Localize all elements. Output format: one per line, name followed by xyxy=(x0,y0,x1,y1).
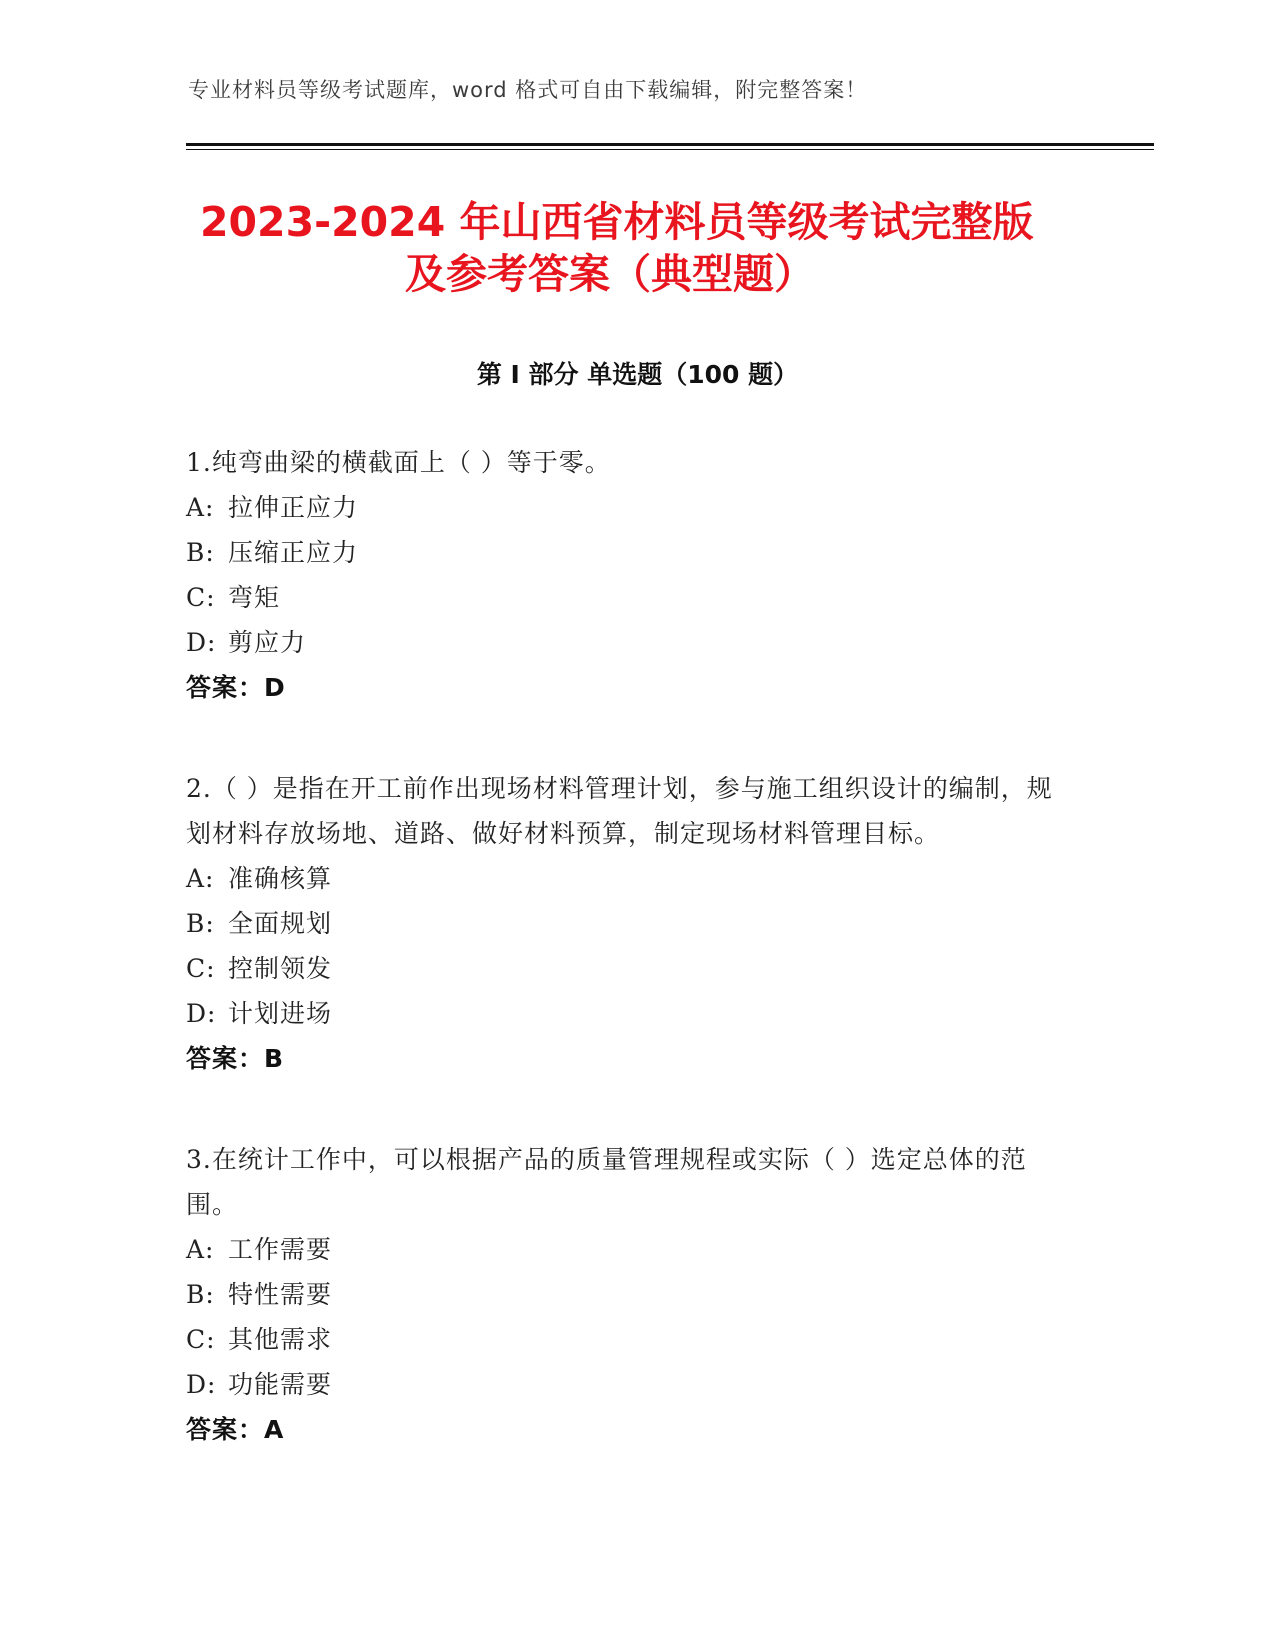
option-label: A: xyxy=(186,1235,215,1264)
option-label: D: xyxy=(186,1370,217,1399)
question-3 xyxy=(186,1137,1076,1452)
option-text: 剪应力 xyxy=(228,628,307,657)
option-label: C: xyxy=(186,1325,216,1354)
header-rule-thick xyxy=(186,143,1154,146)
answer: 答案：A xyxy=(186,1415,285,1444)
question-stem: 3.在统计工作中，可以根据产品的质量管理规程或实际（ ）选定总体的范围。 xyxy=(186,1145,1027,1219)
option-label: C: xyxy=(186,583,216,612)
title-line-1: 2023-2024 年山西省材料员等级考试完整版 xyxy=(200,198,1034,246)
option-a xyxy=(186,485,1076,530)
answer: 答案：B xyxy=(186,1044,285,1073)
option-label: C: xyxy=(186,954,216,983)
option-text: 工作需要 xyxy=(228,1235,333,1264)
option-text: 准确核算 xyxy=(228,864,333,893)
header-rule-thin xyxy=(186,149,1154,150)
question-list xyxy=(186,440,1076,1508)
option-label: B: xyxy=(186,538,215,567)
option-text: 计划进场 xyxy=(228,999,333,1028)
option-text: 控制领发 xyxy=(228,954,333,983)
option-d xyxy=(186,620,1076,665)
option-text: 全面规划 xyxy=(228,909,333,938)
option-label: A: xyxy=(186,493,215,522)
option-text: 弯矩 xyxy=(228,583,281,612)
header-note: 专业材料员等级考试题库，word 格式可自由下载编辑，附完整答案！ xyxy=(188,78,868,102)
option-c xyxy=(186,575,1076,620)
option-label: B: xyxy=(186,1280,215,1309)
question-2 xyxy=(186,766,1076,1081)
title-line-2: 及参考答案（典型题） xyxy=(405,250,815,298)
option-c xyxy=(186,946,1076,991)
answer: 答案：D xyxy=(186,673,286,702)
option-b xyxy=(186,901,1076,946)
option-text: 拉伸正应力 xyxy=(228,493,359,522)
option-label: D: xyxy=(186,628,217,657)
option-b xyxy=(186,530,1076,575)
option-text: 功能需要 xyxy=(228,1370,333,1399)
option-b xyxy=(186,1272,1076,1317)
option-label: D: xyxy=(186,999,217,1028)
option-d xyxy=(186,991,1076,1036)
question-stem: 2.（ ）是指在开工前作出现场材料管理计划，参与施工组织设计的编制，规划材料存放场地、道路、做好材料预算，制定现场材料管理目标。 xyxy=(186,774,1053,848)
document-title xyxy=(200,196,1100,300)
option-label: B: xyxy=(186,909,215,938)
option-c xyxy=(186,1317,1076,1362)
option-label: A: xyxy=(186,864,215,893)
option-text: 其他需求 xyxy=(228,1325,333,1354)
section-heading: 第 I 部分 单选题（100 题） xyxy=(476,360,799,389)
question-stem: 1.纯弯曲梁的横截面上（ ）等于零。 xyxy=(186,448,611,477)
option-text: 压缩正应力 xyxy=(228,538,359,567)
option-a xyxy=(186,1227,1076,1272)
question-1 xyxy=(186,440,1076,710)
option-d xyxy=(186,1362,1076,1407)
option-text: 特性需要 xyxy=(228,1280,333,1309)
option-a xyxy=(186,856,1076,901)
